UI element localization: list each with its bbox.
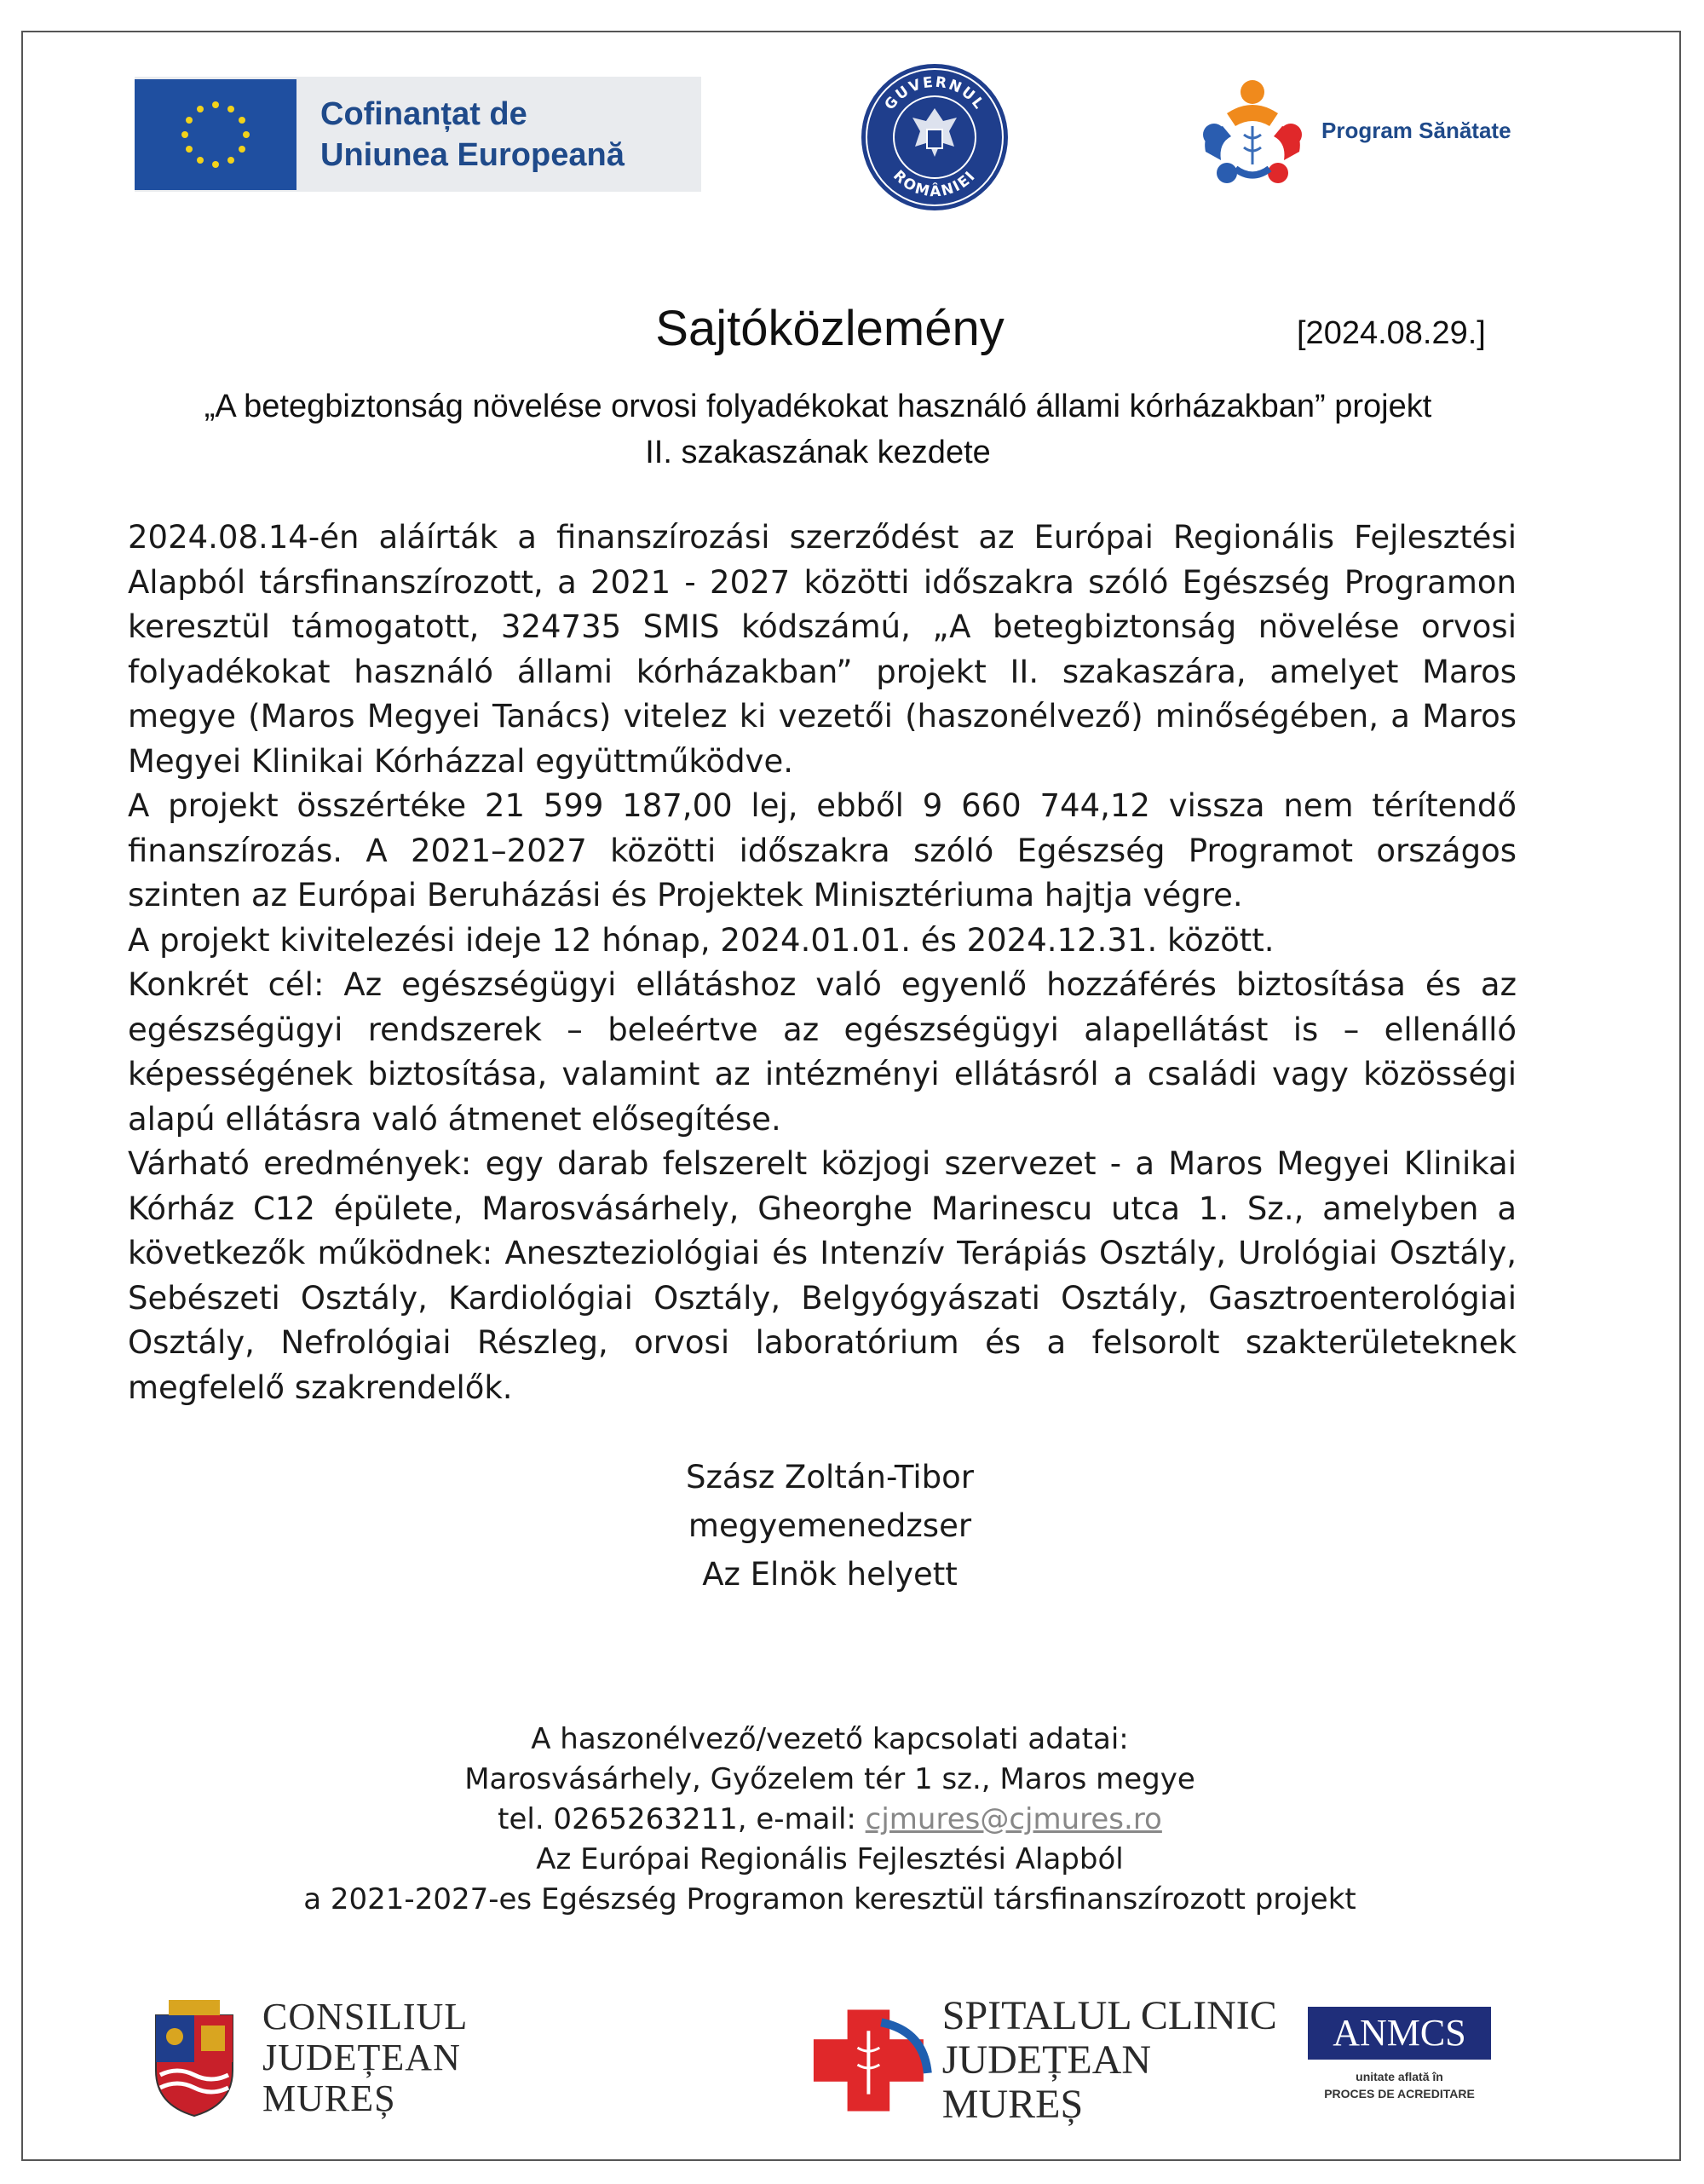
- romanian-government-seal: [859, 61, 1010, 213]
- project-subtitle: [119, 383, 1517, 475]
- signatory-role: megyemenedzser: [688, 1507, 972, 1544]
- sc-logo-line2: JUDEȚEAN MUREȘ: [941, 2037, 1152, 2127]
- paragraph-budget: A projekt összértéke 21 599 187,00 lej, ebből 9 660 744,12 vissza nem térítendő finanszírozás. A 2021–2027 közötti időszakra szóló Egészség Programot országos szinten az Európai Beruházási és Projektek Minisztériuma hajtja végre.: [128, 787, 1517, 913]
- contact-funding-line2: a 2021-2027-es Egészség Programon keresztül társfinanszírozott projekt: [303, 1882, 1356, 1916]
- paragraph-contract: 2024.08.14-én aláírták a finanszírozási szerződést az Európai Regionális Fejlesztési Alapból társfinanszírozott, a 2021 - 2027 közötti időszakra szóló Egészség Programon keresztül támogatott, 324735 SMIS kódszámú, „A betegbiztonság növelése orvosi folyadékokat használó állami kórházakban” projekt II. szakaszára, amelyet Maros megye (Maros Megyei Tanács) vitelez ki vezetői (haszonélvező) minőségében, a Maros Megyei Klinikai Kórházzal együttműködve.: [128, 519, 1517, 780]
- anmcs-sub-line2: PROCES DE ACREDITARE: [1324, 2087, 1475, 2100]
- contact-email-link[interactable]: cjmures@cjmures.ro: [865, 1802, 1162, 1836]
- anmcs-sub-line1: unitate aflată în: [1356, 2070, 1443, 2083]
- spitalul-clinic-logo: [805, 1992, 1299, 2129]
- eu-cofinancing-logo: [135, 77, 701, 192]
- page-title: Sajtóközlemény: [655, 301, 1005, 356]
- consiliul-judetean-mures-logo: [152, 1990, 544, 2126]
- eu-logo-line2: Uniunea Europeană: [320, 136, 625, 173]
- eu-flag-icon: [135, 79, 296, 190]
- signature-block: [0, 1453, 1660, 1599]
- paragraph-objective: Konkrét cél: Az egészségügyi ellátáshoz való egyenlő hozzáférés biztosítása és az egészségügyi rendszerek – beleértve az egészségügyi alapellátást is – ellenálló képességének biztosítása, valamint az intézményi ellátásról a családi vagy közösségi alapú ellátásra való átmenet elősegítése.: [128, 966, 1517, 1138]
- press-release-date: [2024.08.29.]: [1297, 315, 1486, 351]
- seal-bottom-text: ROMÂNIEI: [889, 167, 980, 201]
- cj-logo-line1: CONSILIUL: [262, 1996, 469, 2037]
- subtitle-line-1: „A betegbiztonság növelése orvosi folyadékokat használó állami kórházakban” projekt: [204, 389, 1432, 424]
- anmcs-label: ANMCS: [1308, 2007, 1491, 2060]
- sc-logo-line1: SPITALUL CLINIC: [941, 1993, 1277, 2038]
- coat-of-arms-icon: [152, 1998, 237, 2118]
- paragraph-results: Várható eredmények: egy darab felszerelt közjogi szervezet - a Maros Megyei Klinikai Kórház C12 épülete, Marosvásárhely, Gheorghe Marinescu utca 1. Sz., amelyben a következők működnek: Aneszteziológiai és Intenzív Terápiás Osztály, Urológiai Osztály, Sebészeti Osztály, Kardiológiai Osztály, Belgyógyászati Osztály, Gasztroenterológiai Osztály, Nefrológiai Részleg, orvosi laboratórium és a felsorolt szakterületeknek megfelelő szakrendelők.: [128, 1145, 1517, 1406]
- contact-phone-email: [0, 1800, 1660, 1840]
- contact-heading: A haszonélvező/vezető kapcsolati adatai:: [531, 1722, 1129, 1756]
- program-people-icon: [1189, 66, 1316, 194]
- contact-funding-line1: Az Európai Regionális Fejlesztési Alapból: [536, 1842, 1124, 1876]
- paragraph-duration: A projekt kivitelezési ideje 12 hónap, 2024.01.01. és 2024.12.31. között.: [128, 921, 1275, 959]
- eu-logo-line1: Cofinanțat de: [320, 95, 527, 132]
- contact-phone: tel. 0265263211, e-mail:: [498, 1802, 866, 1836]
- seal-top-text: GUVERNUL: [881, 73, 988, 114]
- press-release-body: [128, 516, 1517, 1410]
- program-sanatate-label: Program Sănătate: [1321, 117, 1511, 143]
- contact-block: [0, 1720, 1660, 1920]
- anmcs-logo: [1308, 2007, 1491, 2126]
- cj-logo-line2: JUDEȚEAN: [262, 2037, 461, 2078]
- contact-address: Marosvásárhely, Győzelem tér 1 sz., Maros megye: [464, 1762, 1195, 1796]
- medical-cross-icon: [805, 1997, 932, 2124]
- subtitle-line-2: II. szakaszának kezdete: [645, 435, 991, 470]
- cj-logo-line3: MUREȘ: [262, 2077, 396, 2119]
- program-sanatate-logo: [1189, 66, 1529, 194]
- signatory-name: Szász Zoltán-Tibor: [686, 1459, 974, 1495]
- signatory-note: Az Elnök helyett: [702, 1556, 958, 1593]
